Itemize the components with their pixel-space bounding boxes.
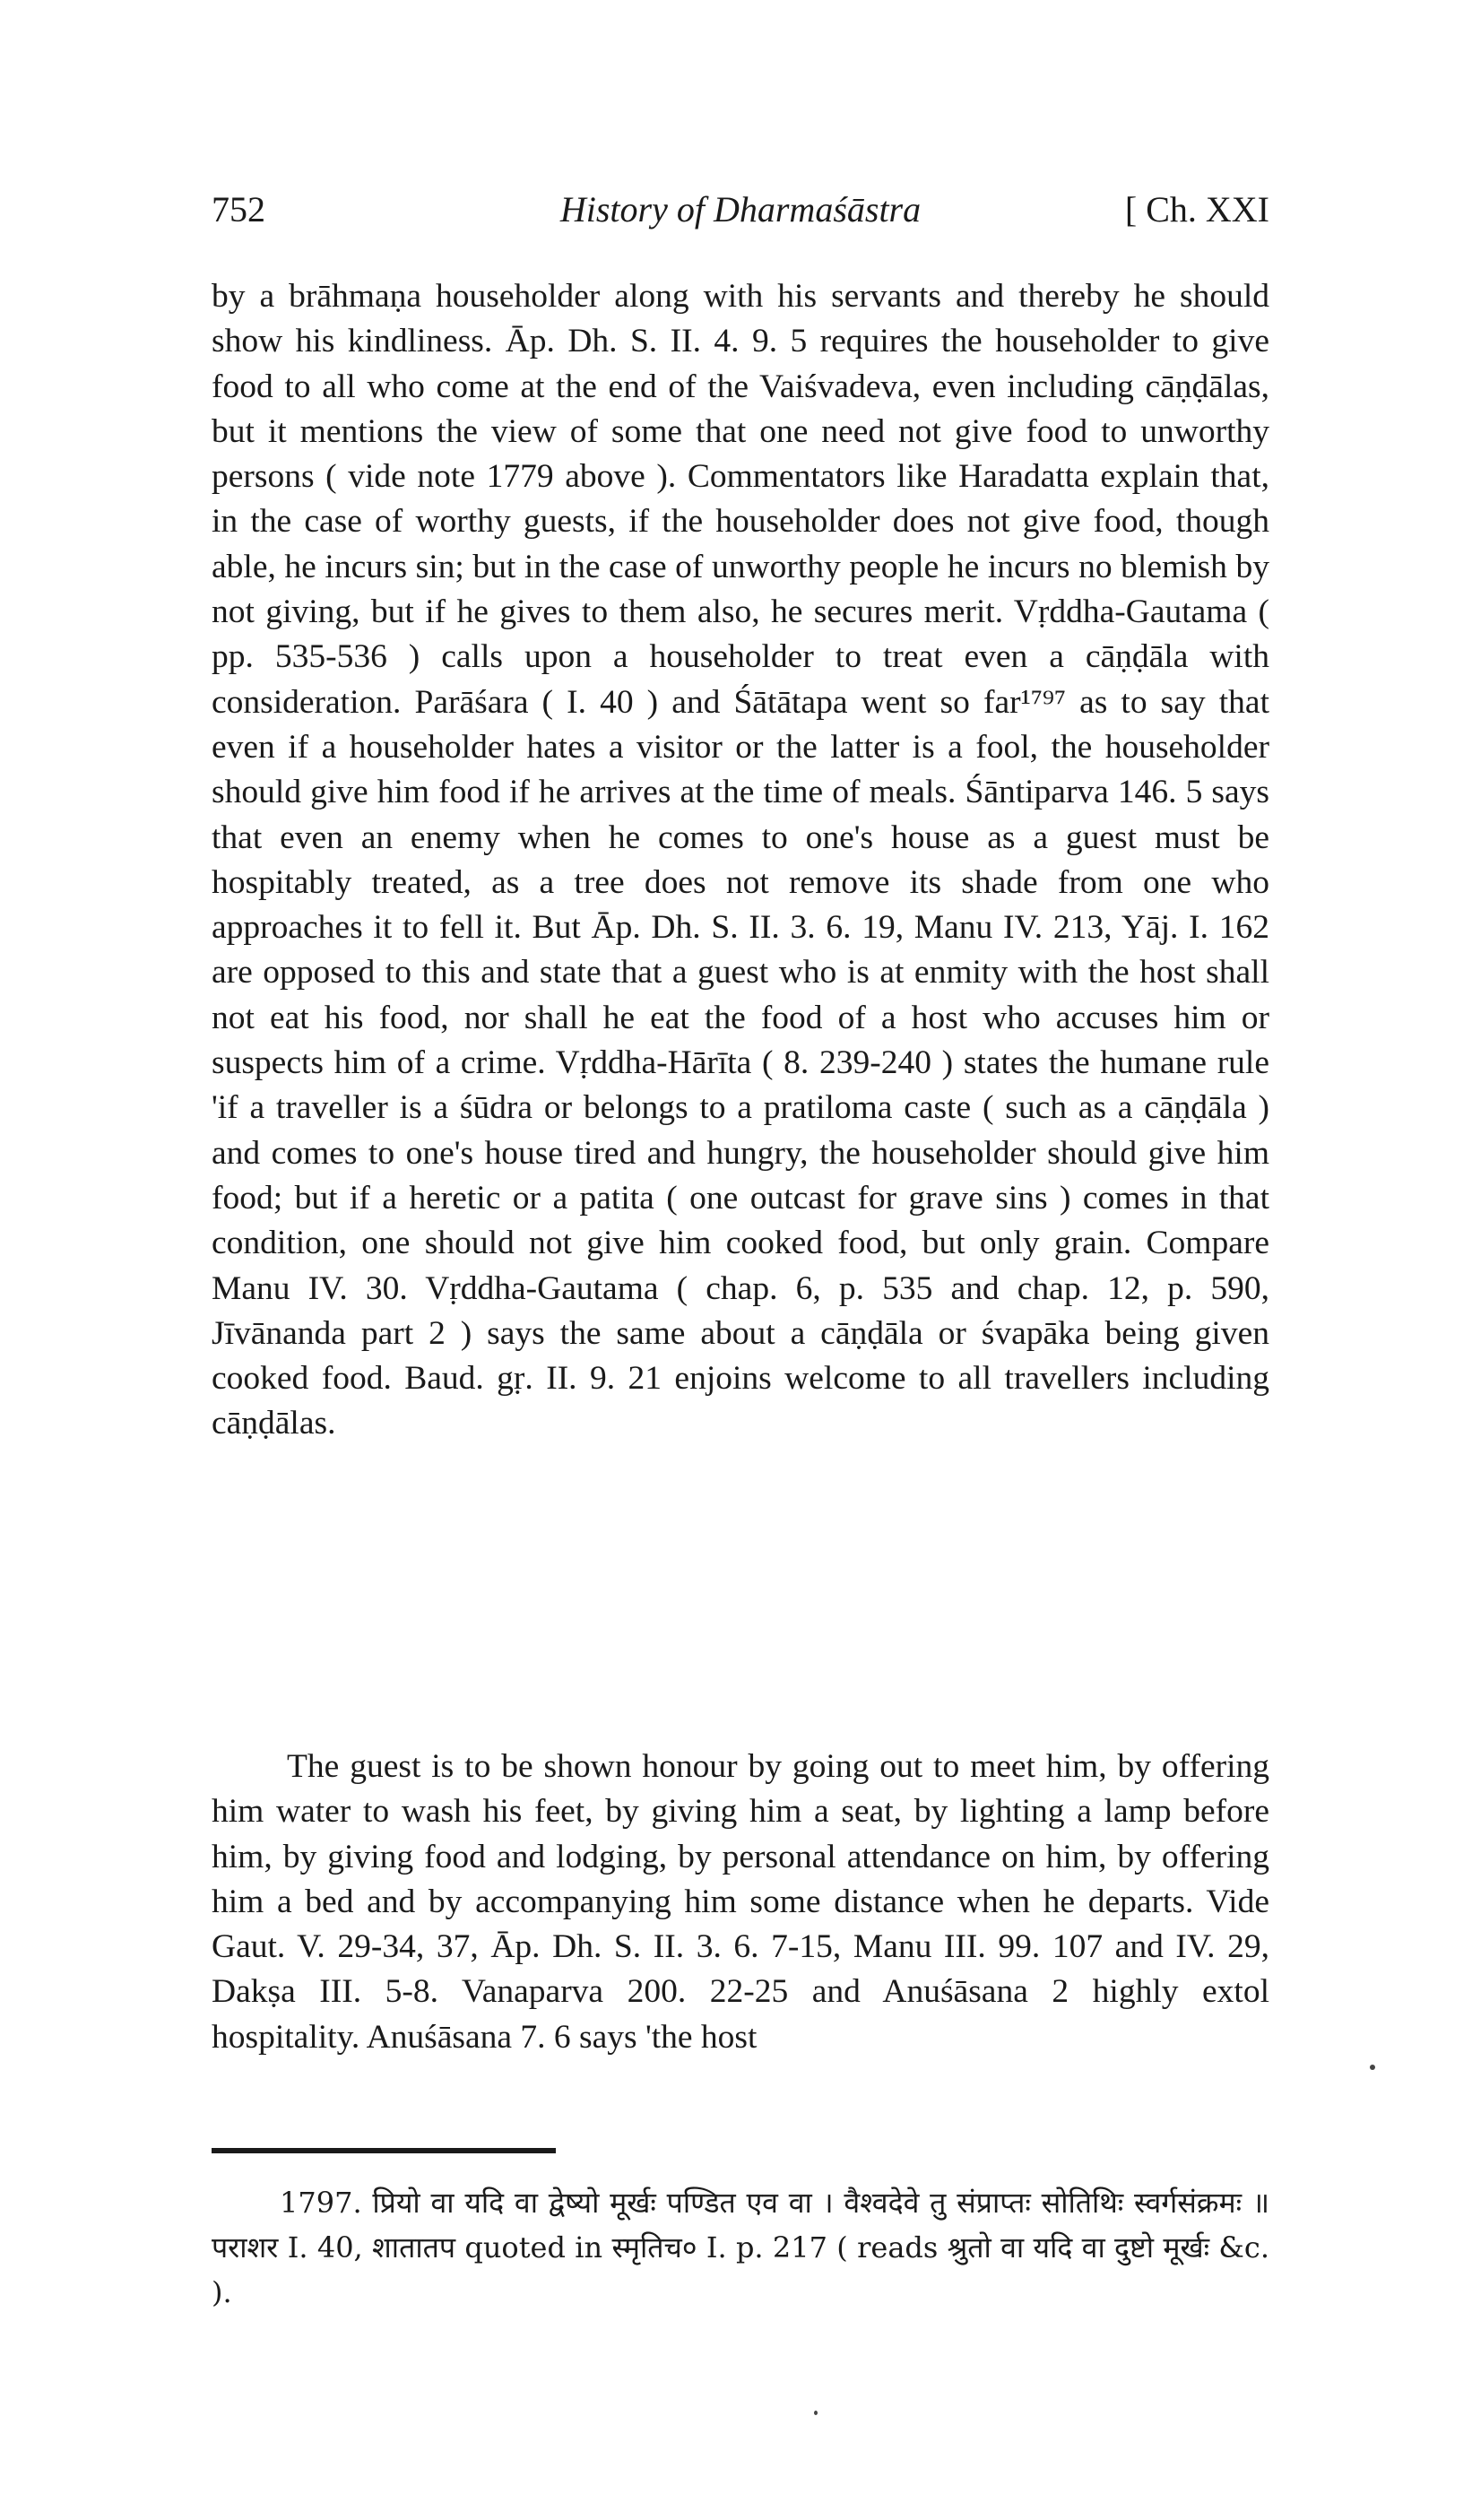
running-title: History of Dharmaśāstra bbox=[559, 189, 922, 229]
scan-speck bbox=[1370, 2065, 1375, 2070]
chapter-label: [ Ch. XXI bbox=[1124, 189, 1269, 229]
page-header bbox=[212, 188, 1269, 242]
body-paragraph: The guest is to be shown honour by going out to meet him, by offering him water to wash his feet, by giving him a seat, by lighting a lamp before him, by giving food and lodging, by personal attendance on him, by offering him a bed and by accompanying him some distance when he departs. Vide Gaut. V. 29-34, 37, Āp. Dh. S. II. 3. 6. 7-15, Manu III. 99. 107 and IV. 29, Dakṣa III. 5-8. Vanaparva 200. 22-25 and Anuśāsana 2 highly extol hospitality. Anuśāsana 7. 6 says 'the host bbox=[212, 1748, 1269, 2056]
scan-speck bbox=[814, 2411, 818, 2415]
page-number: 752 bbox=[212, 189, 265, 229]
body-paragraph: by a brāhmaṇa householder along with his servants and thereby he should show his kindliness. Āp. Dh. S. II. 4. 9. 5 requires the householder to give food to all who come at the end of the Vaiśvadeva, even including cāṇḍālas, but it mentions the view of some that one need not give food to unworthy persons ( vide note 1779 above ). Commentators like Haradatta explain that, in the case of worthy guests, if the householder does not give food, though able, he incurs sin; but in the case of unworthy people he incurs no blemish by not giving, but if he gives to them also, he secures merit. Vṛddha-Gautama ( pp. 535-536 ) calls upon a householder to treat even a cāṇḍāla with consideration. Parāśara ( I. 40 ) and Śātātapa went so far¹⁷⁹⁷ as to say that even if a householder hates a visitor or the latter is a fool, the householder should give him food if he arrives at the time of meals. Śāntiparva 146. 5 says that even an enemy when he comes to one's house as a guest must be hospitably treated, as a tree does not remove its shade from one who approaches it to fell it. But Āp. Dh. S. II. 3. 6. 19, Manu IV. 213, Yāj. I. 162 are opposed to this and state that a guest who is at enmity with the host shall not eat his food, nor shall he eat the food of a host who accuses him or suspects him of a crime. Vṛddha-Hārīta ( 8. 239-240 ) states the humane rule 'if a traveller is a śūdra or belongs to a pratiloma caste ( such as a cāṇḍāla ) and comes to one's house tired and hungry, the householder should give him food; but if a heretic or a patita ( one outcast for grave sins ) comes in that condition, one should not give him cooked food, but only grain. Compare Manu IV. 30. Vṛddha-Gautama ( chap. 6, p. 535 and chap. 12, p. 590, Jīvānanda part 2 ) says the same about a cāṇḍāla or śvapāka being given cooked food. Baud. gṛ. II. 9. 21 enjoins welcome to all travellers including cāṇḍālas. bbox=[212, 278, 1269, 1442]
footnote: 1797. प्रियो वा यदि वा द्वेष्यो मूर्खः पण्डित एव वा । वैश्वदेवे तु संप्राप्तः सोतिथिः स्वर्गसंक्रमः ॥ पराशर I. 40, शातातप quoted in स्मृतिच० I. p. 217 ( reads श्रुतो वा यदि वा दुष्टो मूर्खः &c. ). bbox=[212, 2186, 1269, 2309]
footnote-divider bbox=[212, 2148, 556, 2153]
